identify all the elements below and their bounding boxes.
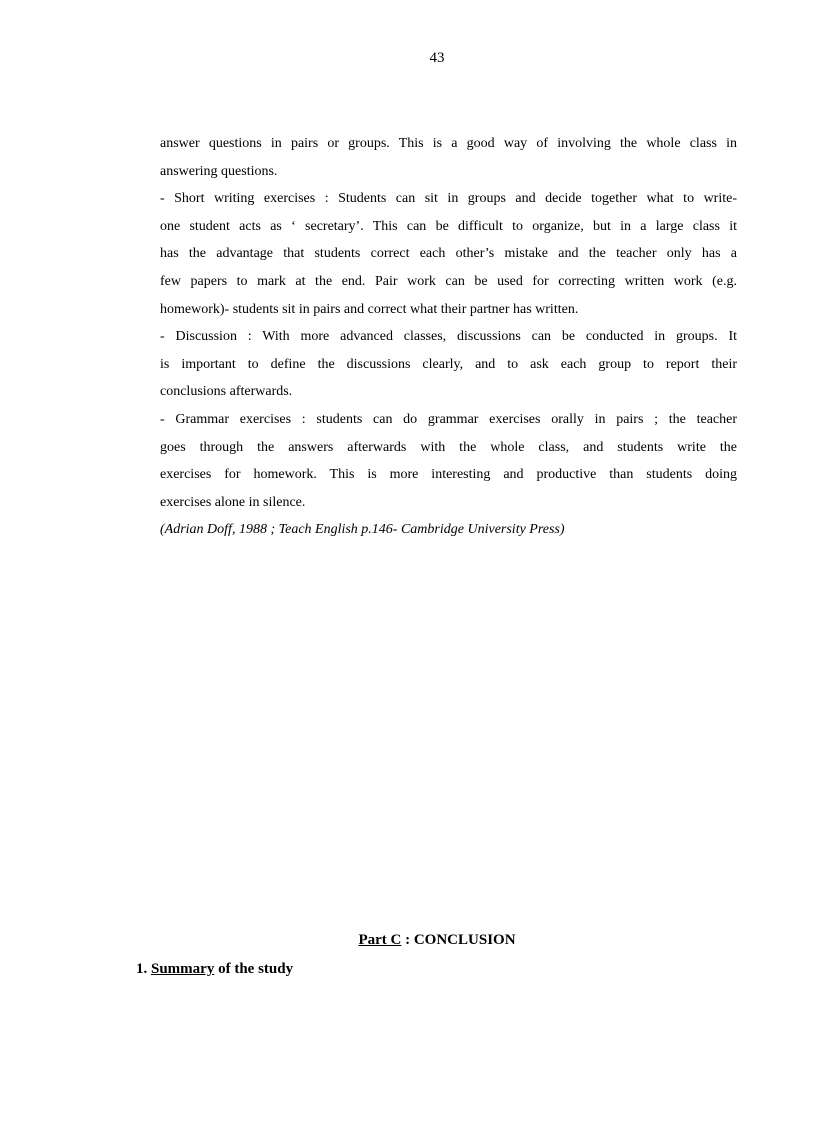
section-number: 1. xyxy=(136,961,148,977)
text-line: is important to define the discussions clearly, and to ask each group to report their xyxy=(160,356,737,372)
text-line: answer questions in pairs or groups. This is a good way of involving the whole class in xyxy=(160,136,737,151)
text-line: has the advantage that students correct each other’s mistake and the teacher only has a xyxy=(160,246,737,262)
text-line: one student acts as ‘ secretary’. This can be difficult to organize, but in a large class it xyxy=(160,218,737,234)
part-heading-label: Part C xyxy=(358,932,402,948)
section-label: Summary xyxy=(151,961,215,977)
body-text xyxy=(160,130,737,544)
text-line: answering questions. xyxy=(160,163,278,179)
citation: (Adrian Doff, 1988 ; Teach English p.146- Cambridge University Press) xyxy=(160,522,565,538)
page-number: 43 xyxy=(429,50,445,66)
text-line: goes through the answers afterwards with the whole class, and students write the xyxy=(160,439,737,455)
text-line: exercises for homework. This is more interesting and productive than students doing xyxy=(160,467,737,483)
text-line: - Short writing exercises : Students can sit in groups and decide together what to write- xyxy=(160,191,737,207)
text-line: - Discussion : With more advanced classes, discussions can be conducted in groups. It xyxy=(160,329,737,345)
part-heading xyxy=(0,932,816,949)
part-heading-title: : CONCLUSION xyxy=(401,932,516,948)
section-title-rest: of the study xyxy=(214,961,294,977)
text-line: homework)- students sit in pairs and correct what their partner has written. xyxy=(160,301,579,317)
section-heading xyxy=(136,961,293,978)
text-line: conclusions afterwards. xyxy=(160,384,293,400)
text-line: few papers to mark at the end. Pair work can be used for correcting written work (e.g. xyxy=(160,273,737,289)
text-line: - Grammar exercises : students can do grammar exercises orally in pairs ; the teacher xyxy=(160,411,737,427)
text-line: exercises alone in silence. xyxy=(160,494,306,510)
